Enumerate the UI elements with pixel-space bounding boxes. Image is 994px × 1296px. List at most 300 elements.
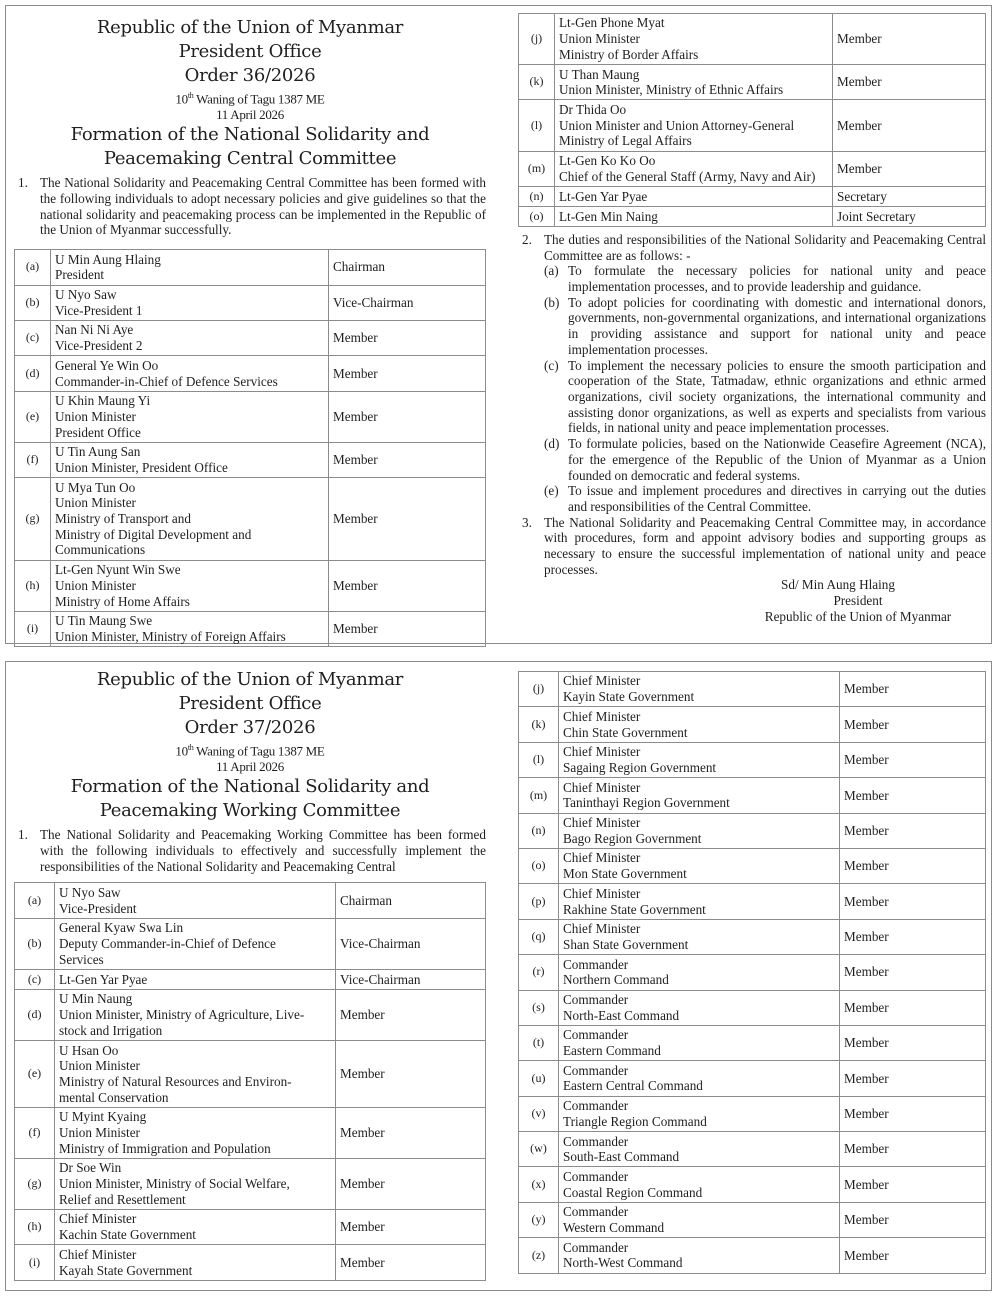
member-name-position [559,955,840,990]
paragraph-3: 3. The National Solidarity and Peacemaking Central Committee may, in accordance with procedures, form and appoint advisory bodies and supporting groups as necessary to ensure the successful implementation of national unity and peace processes. [522,514,986,577]
member-name-position [559,848,840,883]
member-line: General Ye Win Oo [55,357,159,373]
member-name-position [559,1202,840,1237]
member-name-position [55,989,336,1040]
member-name-position [55,1158,336,1209]
order-header [14,668,486,823]
member-line: Services [59,951,104,967]
member-name-position [51,285,329,320]
member-role: Member [840,919,986,954]
paragraph-1: 1. The National Solidarity and Peacemaking Central Committee has been formed with the following individuals to adopt necessary policies and give guidelines so that the national solidarity and peacemaking process can be implemented in the Republic of the Union of Myanmar successfully. [18,175,486,238]
member-line: U Nyo Saw [59,884,121,900]
member-role: Member [840,813,986,848]
member-line: Commander [563,956,629,972]
members-table-right [518,13,986,227]
member-name-position [555,186,833,206]
member-role: Member [336,1210,486,1245]
member-line: Ministry of Natural Resources and Environ- [59,1073,292,1089]
duty-item [544,295,986,358]
member-line: Vice-President [59,900,137,916]
member-line: Deputy Commander-in-Chief of Defence [59,936,276,952]
member-line: Union Minister [559,31,640,47]
member-label: (k) [519,707,559,742]
member-row [15,285,486,320]
member-line: Union Minister, Ministry of Agriculture, Live- [59,1007,305,1023]
member-name-position [559,672,840,707]
member-role: Member [329,391,486,442]
member-label: (a) [15,250,51,285]
member-role: Member [840,990,986,1025]
duty-text: To implement the necessary policies to ensure the smooth participation and cooperation of the State, Tatmadaw, ethnic organizations and ethnic armed organizations, civil society organizations, the international community and assisting donor organizations, as well as experts and specialists from various fields, in national unity and peace implementation processes. [568,357,986,436]
member-line: Triangle Region Command [563,1113,707,1129]
member-label: (l) [519,100,555,151]
duties-list [544,263,986,514]
members-table-left [14,249,486,647]
member-row [15,442,486,477]
member-line: Chief Minister [563,708,641,724]
member-name-position [51,250,329,285]
member-line: Dr Thida Oo [559,101,627,117]
member-line: Relief and Resettlement [59,1191,186,1207]
member-row [15,560,486,611]
member-line: Lt-Gen Phone Myat [559,15,665,31]
member-role: Member [840,955,986,990]
member-line: Union Minister [59,1058,140,1074]
order-36-panel [5,5,992,644]
member-role: Member [329,356,486,391]
member-role: Member [336,989,486,1040]
member-name-position [559,1061,840,1096]
member-row [519,1061,986,1096]
member-role: Member [329,560,486,611]
member-line: Chief Minister [563,744,641,760]
duty-label: (e) [544,483,559,499]
member-line: Taninthayi Region Government [563,795,730,811]
member-row [519,778,986,813]
paragraph-1: 1. The National Solidarity and Peacemaking Working Committee has been formed with the following individuals to effectively and successfully implement the responsibilities of the National Solidarity and Peacemaking Central [18,827,486,874]
member-role: Member [840,1061,986,1096]
member-line: Lt-Gen Min Naing [559,208,658,224]
member-row [519,1096,986,1131]
member-label: (n) [519,813,559,848]
member-row [15,611,486,646]
member-line: Mon State Government [563,866,687,882]
member-line: Union Minister [55,408,136,424]
member-name-position [559,1167,840,1202]
member-line: Vice-President 1 [55,302,143,318]
member-line: Nan Ni Ni Aye [55,322,134,338]
member-label: (o) [519,848,559,883]
member-line: Commander [563,1204,629,1220]
member-role: Member [840,742,986,777]
member-label: (m) [519,151,555,186]
member-line: U Tin Aung San [55,444,141,460]
member-label: (u) [519,1061,559,1096]
signature-title: President [833,593,883,609]
member-role: Member [336,1245,486,1280]
member-line: Union Minister [59,1125,140,1140]
order-title-line-2: Peacemaking Central Committee [103,148,397,170]
member-role: Member [833,65,986,100]
member-line: Chief Minister [59,1211,137,1227]
member-name-position [559,1096,840,1131]
member-role: Member [329,611,486,646]
member-label: (d) [15,989,55,1040]
member-row [15,391,486,442]
member-role: Vice-Chairman [336,969,486,989]
member-row [15,250,486,285]
member-line: Ministry of Home Affairs [55,593,190,609]
member-role: Member [833,100,986,151]
member-line: U Tin Maung Swe [55,613,153,629]
member-row [15,918,486,969]
member-label: (b) [15,285,51,320]
member-line: North-East Command [563,1007,680,1023]
member-name-position [55,883,336,918]
member-line: Chief Minister [563,921,641,937]
order-header [14,16,486,171]
member-line: Chief Minister [563,779,641,795]
member-role: Member [840,848,986,883]
signature-country: Republic of the Union of Myanmar [764,608,952,624]
member-row [519,1238,986,1273]
order-number: Order 36/2026 [184,65,316,86]
member-line: Union Minister and Union Attorney-General [559,117,795,133]
member-row [519,1167,986,1202]
member-line: Eastern Central Command [563,1078,703,1094]
member-row [519,672,986,707]
member-role: Member [840,1202,986,1237]
member-row [15,883,486,918]
member-line: Chin State Government [563,724,688,740]
member-row [15,1107,486,1158]
member-row [519,848,986,883]
member-name-position [559,1238,840,1273]
office-title: President Office [178,41,322,62]
member-name-position [51,611,329,646]
member-line: Chief Minister [563,885,641,901]
member-name-position [555,100,833,151]
duty-item [544,358,986,437]
member-row [15,1041,486,1108]
member-row [15,1210,486,1245]
member-line: Union Minister, Ministry of Foreign Affairs [55,628,286,644]
member-name-position [55,1107,336,1158]
order-36-left-column [14,16,486,647]
duty-text: To formulate policies, based on the Nationwide Ceasefire Agreement (NCA), for the emergence of the Republic of the Union of Myanmar as a Union founded on democratic and federal systems. [568,436,986,483]
member-name-position [555,206,833,226]
member-label: (h) [15,1210,55,1245]
member-label: (a) [15,883,55,918]
member-line: Commander [563,1133,629,1149]
member-role: Member [833,151,986,186]
member-label: (x) [519,1167,559,1202]
member-role: Member [840,1025,986,1060]
member-role: Member [840,672,986,707]
order-37-right-column [518,671,986,1274]
gregorian-date: 11 April 2026 [216,759,284,775]
member-name-position [51,391,329,442]
member-name-position [55,1041,336,1108]
member-line: Vice-President 2 [55,338,143,354]
member-name-position [559,742,840,777]
lunar-date: 10th Waning of Tagu 1387 ME [175,743,325,759]
member-row [15,320,486,355]
member-role: Member [336,1041,486,1108]
member-line: Commander [563,1098,629,1114]
member-role: Member [840,778,986,813]
member-line: Coastal Region Command [563,1184,703,1200]
member-role: Member [336,1158,486,1209]
member-label: (i) [15,1245,55,1280]
member-row [519,884,986,919]
member-line: U Hsan Oo [59,1042,119,1058]
member-row [519,1025,986,1060]
member-line: Bago Region Government [563,830,702,846]
member-role: Vice-Chairman [329,285,486,320]
member-row [519,990,986,1025]
member-label: (o) [519,206,555,226]
gregorian-date: 11 April 2026 [216,107,284,123]
member-name-position [55,918,336,969]
duty-item [544,436,986,483]
member-line: Sagaing Region Government [563,759,717,775]
member-line: U Min Aung Hlaing [55,251,161,267]
member-role: Joint Secretary [833,206,986,226]
member-line: Communications [55,542,146,558]
signature-block [728,577,988,624]
signature-name: Sd/ Min Aung Hlaing [781,577,895,593]
member-name-position [51,560,329,611]
member-line: Union Minister, Ministry of Social Welfare, [59,1176,290,1192]
member-name-position [559,707,840,742]
member-label: (n) [519,186,555,206]
member-name-position [51,442,329,477]
member-line: U Mya Tun Oo [55,479,136,495]
lunar-date: 10th Waning of Tagu 1387 ME [175,91,325,107]
member-name-position [51,478,329,561]
member-line: Lt-Gen Yar Pyae [59,971,148,987]
member-line: U Than Maung [559,66,640,82]
order-36-right-column [518,13,986,625]
member-line: Rakhine State Government [563,901,706,917]
member-label: (c) [15,969,55,989]
members-table-right [518,671,986,1274]
member-line: mental Conservation [59,1089,169,1105]
member-line: Commander [563,1062,629,1078]
member-name-position [559,1025,840,1060]
member-row [519,742,986,777]
member-role: Member [840,1167,986,1202]
member-line: General Kyaw Swa Lin [59,920,184,936]
member-line: U Khin Maung Yi [55,393,151,409]
member-name-position [55,969,336,989]
member-role: Secretary [833,186,986,206]
member-line: Chief Minister [563,673,641,689]
member-row [519,919,986,954]
member-row [15,969,486,989]
member-line: U Myint Kyaing [59,1109,147,1125]
member-label: (d) [15,356,51,391]
member-role: Member [329,442,486,477]
member-line: Union Minister, Ministry of Ethnic Affairs [559,82,784,98]
member-label: (r) [519,955,559,990]
duty-text: To formulate the necessary policies for national unity and peace implementation processes, and to provide leadership and guidance. [568,263,986,295]
member-row [519,151,986,186]
duty-text: To issue and implement procedures and directives in carrying out the duties and responsibilities of the Central Committee. [568,483,986,514]
member-label: (i) [15,611,51,646]
member-line: Ministry of Border Affairs [559,46,699,62]
duty-label: (d) [544,436,560,452]
member-label: (z) [519,1238,559,1273]
member-role: Chairman [329,250,486,285]
duty-label: (b) [544,294,560,310]
member-name-position [555,151,833,186]
member-row [519,707,986,742]
member-label: (s) [519,990,559,1025]
member-name-position [559,813,840,848]
member-label: (g) [15,1158,55,1209]
member-line: Commander [563,1168,629,1184]
paragraph-2-intro: The duties and responsibilities of the National Solidarity and Peacemaking Central Committee are as follows: - [544,231,986,263]
member-role: Member [840,1096,986,1131]
member-line: Ministry of Digital Development and [55,526,252,542]
member-role: Member [840,1238,986,1273]
member-name-position [555,65,833,100]
member-line: Chief Minister [563,850,641,866]
member-role: Member [840,884,986,919]
member-line: Union Minister [55,495,136,511]
member-line: President Office [55,424,141,440]
member-line: Ministry of Immigration and Population [59,1140,271,1156]
order-number: Order 37/2026 [184,717,316,738]
country-title: Republic of the Union of Myanmar [96,17,404,38]
member-line: North-West Command [563,1255,683,1271]
member-row [15,1245,486,1280]
order-title-line-1: Formation of the National Solidarity and [70,776,430,798]
member-label: (j) [519,14,555,65]
duty-label: (c) [544,357,559,373]
member-row [519,186,986,206]
member-line: Chief of the General Staff (Army, Navy and Air) [559,168,816,184]
member-label: (t) [519,1025,559,1060]
country-title: Republic of the Union of Myanmar [96,669,404,690]
order-37-left-column [14,668,486,1281]
member-line: Commander [563,992,629,1007]
member-line: Kayin State Government [563,689,695,705]
member-row [15,989,486,1040]
member-role: Member [840,1132,986,1167]
member-line: Commander [563,1027,629,1043]
member-row [519,206,986,226]
member-line: Lt-Gen Ko Ko Oo [559,153,656,169]
member-line: Dr Soe Win [59,1160,122,1176]
member-name-position [55,1210,336,1245]
member-row [519,14,986,65]
member-line: Chief Minister [563,815,641,831]
member-name-position [55,1245,336,1280]
member-line: Lt-Gen Nyunt Win Swe [55,562,181,578]
member-role: Member [336,1107,486,1158]
member-label: (l) [519,742,559,777]
order-title-line-2: Peacemaking Working Committee [99,800,401,822]
member-row [15,356,486,391]
member-label: (f) [15,1107,55,1158]
member-name-position [555,14,833,65]
duty-item [544,263,986,294]
member-line: Ministry of Transport and [55,511,191,527]
order-37-panel [5,661,992,1291]
member-line: U Nyo Saw [55,287,117,303]
member-label: (c) [15,320,51,355]
paragraph-2: 2. The duties and responsibilities of the National Solidarity and Peacemaking Central Committee are as follows: - (a) To formulate the necessary policies for national unity and peace implementation processes, and to provide leadership and guidance. (b) To adopt policies for coordinating with domestic and international donors, governments, non-governmental organizations, and international organizations in providing assistance and support for national unity and peace implementation processes. (c) To implement the necessary policies to ensure the smooth participation and cooperation of the State, Tatmadaw, ethnic organizations and ethnic armed organizations, civil society organizations, the international community and assisting donor organizations, as well as experts and specialists from various fields, in national unity and peace implementation processes. (d) To formulate policies, based on the Nationwide Ceasefire Agreement (NCA), for the emergence of the Republic of the Union of Myanmar as a Union founded on democratic and federal systems. (e) To issue and implement procedures and directives in carrying out the duties and responsibilities of the Central Committee. [522,231,986,514]
member-line: Eastern Command [563,1043,661,1059]
member-name-position [559,1132,840,1167]
member-name-position [51,356,329,391]
member-row [519,100,986,151]
member-line: South-East Command [563,1149,680,1165]
member-line: Western Command [563,1220,665,1236]
members-table-left [14,882,486,1280]
member-role: Member [329,320,486,355]
member-role: Member [840,707,986,742]
member-label: (b) [15,918,55,969]
member-name-position [559,990,840,1025]
member-line: Union Minister [55,577,136,593]
member-name-position [559,919,840,954]
member-label: (f) [15,442,51,477]
member-label: (y) [519,1202,559,1237]
member-line: Ministry of Legal Affairs [559,133,692,149]
member-line: Shan State Government [563,936,689,952]
member-line: Northern Command [563,972,669,988]
member-row [519,813,986,848]
member-row [15,478,486,561]
duty-text: To adopt policies for coordinating with domestic and international donors, governments, non-governmental organizations, and international organizations in providing assistance and support for national unity and peace implementation processes. [568,294,986,357]
office-title: President Office [178,693,322,714]
member-label: (m) [519,778,559,813]
member-line: Kachin State Government [59,1227,196,1243]
member-role: Member [329,478,486,561]
duty-item [544,483,986,514]
member-row [519,65,986,100]
member-role: Member [833,14,986,65]
member-line: stock and Irrigation [59,1022,163,1038]
member-label: (p) [519,884,559,919]
member-role: Vice-Chairman [336,918,486,969]
member-label: (v) [519,1096,559,1131]
member-label: (w) [519,1132,559,1167]
member-row [519,955,986,990]
member-line: Kayah State Government [59,1262,193,1278]
member-line: Union Minister, President Office [55,459,228,475]
duty-label: (a) [544,263,559,279]
member-line: Lt-Gen Yar Pyae [559,188,648,204]
member-line: Commander [563,1239,629,1255]
member-row [15,1158,486,1209]
member-name-position [51,320,329,355]
order-title-line-1: Formation of the National Solidarity and [70,124,430,146]
member-label: (q) [519,919,559,954]
member-name-position [559,778,840,813]
member-line: President [55,267,105,283]
member-line: Chief Minister [59,1246,137,1262]
member-role: Chairman [336,883,486,918]
member-label: (e) [15,391,51,442]
member-row [519,1132,986,1167]
member-line: Commander-in-Chief of Defence Services [55,373,278,389]
member-label: (g) [15,478,51,561]
